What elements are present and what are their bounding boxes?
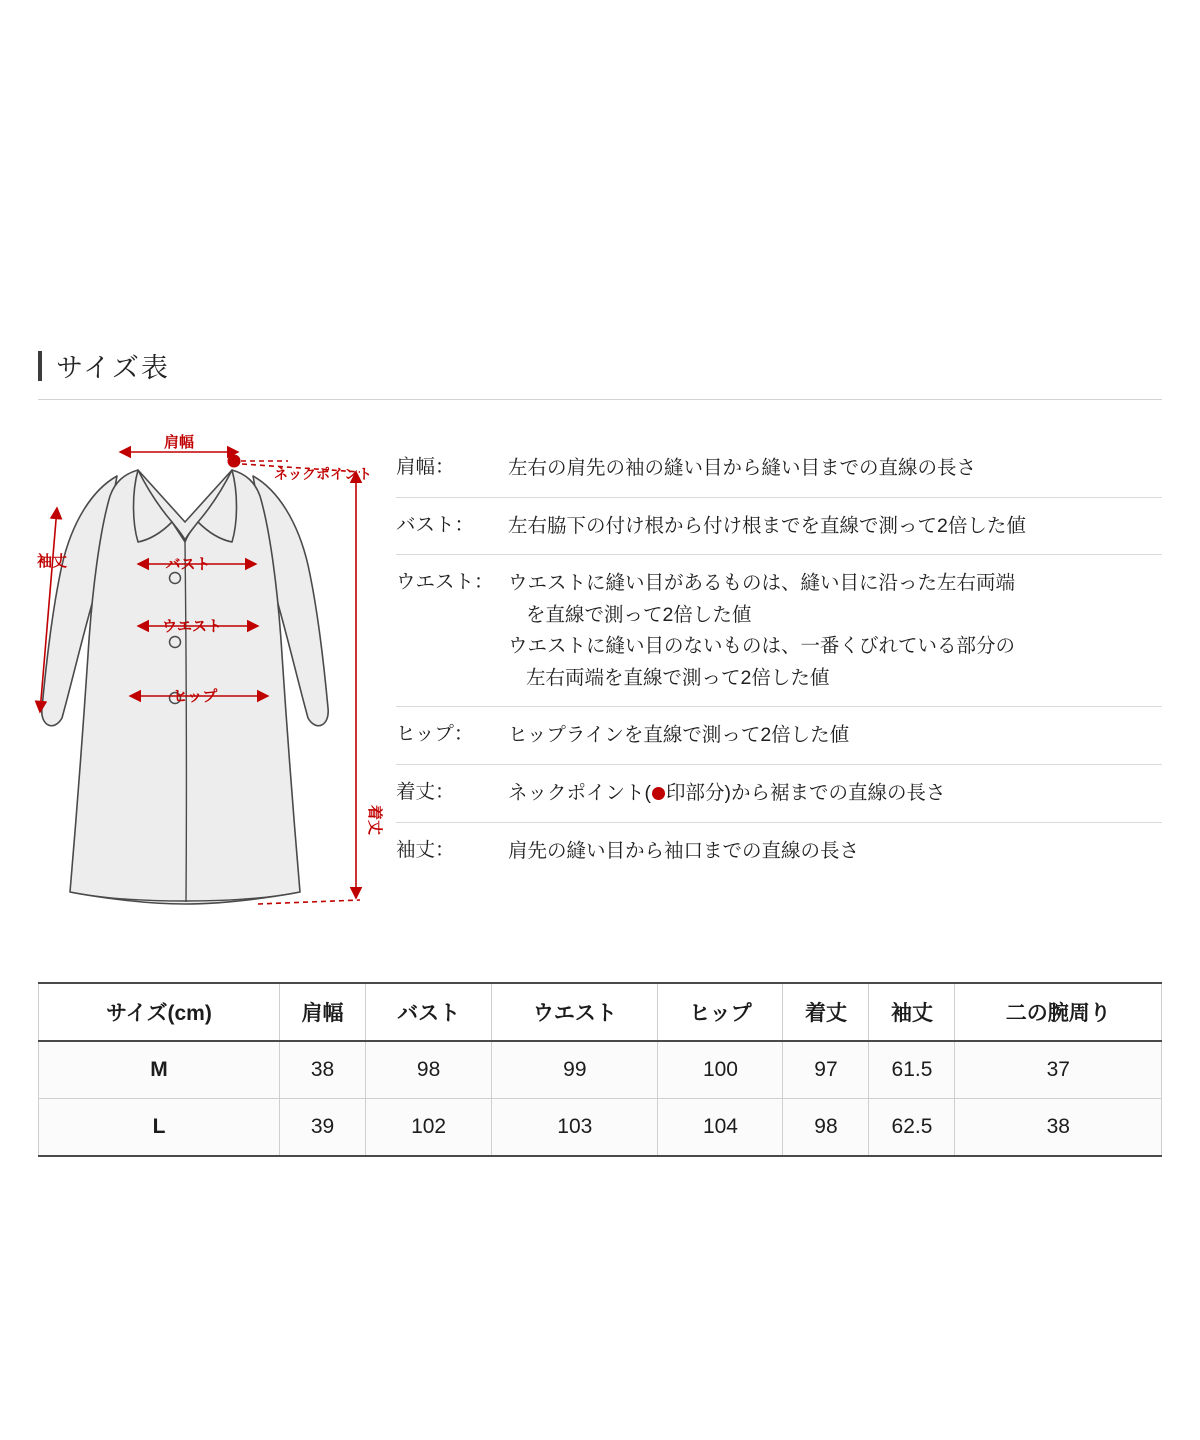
- table-cell: 38: [955, 1099, 1162, 1157]
- page-title-block: [38, 346, 1162, 400]
- page-title: サイズ表: [56, 353, 170, 383]
- table-header-cell: ヒップ: [658, 983, 783, 1041]
- definition-line: ウエストに縫い目があるものは、縫い目に沿った左右両端: [508, 572, 1016, 595]
- figure-label-shoulder: 肩幅: [163, 434, 195, 451]
- definition-dot-suffix: 印部分)から裾までの直線の長さ: [666, 782, 946, 805]
- table-cell: 102: [366, 1099, 492, 1157]
- figure-label-hip: ヒップ: [172, 688, 218, 705]
- table-row: [39, 1041, 1162, 1099]
- definition-line: 左右の肩先の袖の縫い目から縫い目までの直線の長さ: [508, 457, 977, 479]
- table-header-cell: バスト: [366, 983, 492, 1041]
- table-cell: 61.5: [869, 1041, 955, 1099]
- table-header-cell: 着丈: [783, 983, 869, 1041]
- table-header-cell: 二の腕周り: [955, 983, 1162, 1041]
- table-header-cell: ウエスト: [492, 983, 658, 1041]
- table-header-row: [39, 983, 1162, 1041]
- figure-label-length: 着丈: [366, 804, 383, 836]
- neck-point-dot: [228, 455, 241, 468]
- definition-line: 左右脇下の付け根から付け根までを直線で測って2倍した値: [508, 514, 1026, 537]
- table-cell: 98: [366, 1041, 492, 1099]
- definition-description: [508, 778, 1162, 810]
- definition-row-shoulder: [396, 440, 1162, 498]
- neck-point-dot-icon: [652, 787, 665, 800]
- table-header-cell: サイズ(cm): [39, 983, 280, 1041]
- definition-term: 肩幅：: [396, 456, 455, 478]
- table-row: [39, 1099, 1162, 1157]
- table-header-cell: 袖丈: [869, 983, 955, 1041]
- definition-description: [508, 720, 1162, 752]
- definition-description: [508, 453, 1162, 485]
- table-cell-size: M: [39, 1041, 280, 1099]
- definition-description: [508, 568, 1162, 694]
- page-title-row: [38, 346, 1162, 399]
- table-header-cell: 肩幅: [280, 983, 366, 1041]
- definition-description: [508, 836, 1162, 868]
- figure-label-waist: ウエスト: [161, 618, 223, 635]
- definition-line: ヒップラインを直線で測って2倍した値: [508, 724, 850, 747]
- table-cell: 98: [783, 1099, 869, 1157]
- size-table: [38, 982, 1162, 1157]
- table-cell: 99: [492, 1041, 658, 1099]
- definition-line-with-dot: [508, 778, 1162, 810]
- definition-row-length: [396, 765, 1162, 823]
- definition-term: 着丈：: [396, 781, 455, 804]
- table-cell: 100: [658, 1041, 783, 1099]
- table-cell-size: L: [39, 1099, 280, 1157]
- size-table-head: [39, 983, 1162, 1041]
- definition-term: 袖丈：: [396, 838, 455, 861]
- table-cell: 37: [955, 1041, 1162, 1099]
- definition-row-hip: [396, 707, 1162, 765]
- table-cell: 103: [492, 1099, 658, 1157]
- table-cell: 38: [280, 1041, 366, 1099]
- title-divider: [38, 399, 1162, 400]
- definition-dot-prefix: ネックポイント(: [508, 782, 651, 805]
- table-cell: 39: [280, 1099, 366, 1157]
- definition-row-sleeve: [396, 823, 1162, 880]
- table-cell: 104: [658, 1099, 783, 1157]
- definition-line: 肩先の縫い目から袖口までの直線の長さ: [508, 839, 860, 862]
- definition-description: [508, 511, 1162, 543]
- figure-label-bust: バスト: [165, 556, 211, 573]
- definition-line: 左右両端を直線で測って2倍した値: [526, 666, 830, 689]
- garment-diagram: [20, 430, 390, 950]
- definition-term: ウエスト：: [396, 571, 494, 594]
- table-cell: 97: [783, 1041, 869, 1099]
- definition-term: バスト：: [396, 513, 475, 536]
- measurement-definition-list: [396, 440, 1162, 879]
- title-accent-bar: [38, 351, 42, 381]
- figure-label-sleeve: 袖丈: [37, 553, 68, 570]
- definition-row-waist: [396, 555, 1162, 707]
- definition-term: ヒップ：: [396, 723, 474, 746]
- definition-line: ウエストに縫い目のないものは、一番くびれている部分の: [508, 635, 1016, 658]
- size-table-body: [39, 1041, 1162, 1156]
- table-cell: 62.5: [869, 1099, 955, 1157]
- figure-label-neck-point: ネックポイント: [274, 466, 372, 482]
- definition-line: を直線で測って2倍した値: [526, 603, 752, 626]
- definition-row-bust: [396, 498, 1162, 556]
